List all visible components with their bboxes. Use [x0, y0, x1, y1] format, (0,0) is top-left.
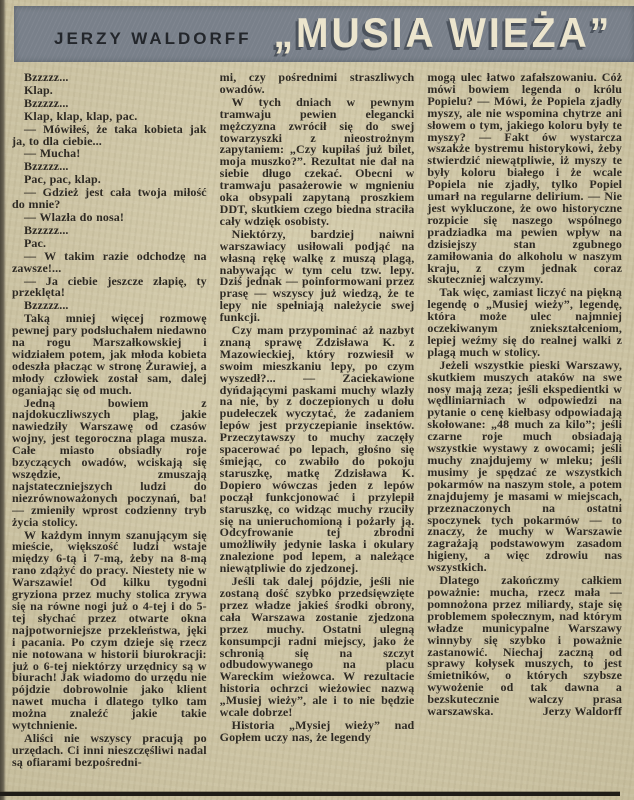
author-signature: Jerzy Waldorff [542, 704, 623, 719]
paragraph: — W takim razie odchodzę na zawsze!... [12, 248, 207, 275]
paragraph: Klap, klap, klap, pac. [24, 108, 138, 123]
paragraph: Czy mam przypominać aż nazbyt znaną sprawę Zdzisława K. z Mazowieckiej, który rozwiesił w swoim mieszkaniu lepy, po czym wyszedł?... — Zaciekawione dyńdającymi paskami muchy wlazły na nie, by z doczepionych u dołu pudełeczek wyczytać, że zadaniem lepów jest przyczepianie insektów. Przeczytawszy to muchy zaczęły spacerować po lepach, głośno się śmiejąc, co zwabiło do pokoju staruszkę, matkę Zdzisława K. Dopiero wówczas jeden z lepów począł funkcjonować i przylepił staruszkę, co widząc muchy rzuciły się na unieruchomioną i pożarły ją. Odcyfrowanie tej zbrodni umożliwiły jedynie laska i okulary znalezione pod lepem, a należące niewątpliwie do zjedzonej. [219, 323, 415, 576]
paragraph: Taką mniej więcej rozmowę pewnej pary podsłuchałem niedawno na rogu Marszałkowskiej i widziałem potem, jak młoda kobieta odeszła płacząc w stronę Żurawiej, a młody człowiek został sam, dalej oganiając się od much. [12, 311, 207, 397]
paragraph: Jeśli tak dalej pójdzie, jeśli nie zostaną dość szybko przedsięwzięte przez władze jakieś środki obrony, cała Warszawa zostanie zjedzona przez muchy. Ostatni ulegną konsumpcji radni miejscy, jako że schronią się na szczyt odbudowywanego na placu Wareckim wieżowca. W rezultacie historia ochrzci wieżowiec nazwą „Musiej wieży”, ale i to nie będzie wcale dobrze! [219, 574, 415, 720]
paragraph: — Wlazła do nosa! [24, 209, 124, 224]
paragraph: mi, czy pośrednimi straszliwych owadów. [219, 72, 415, 96]
article-column-1 [12, 72, 207, 788]
paragraph: Tak więc, zamiast liczyć na piękną legendę o „Musiej wieży”, legendę, która może ulec najmniej oczekiwanym zniekształceniom, lepiej weźmy się do realnej walki z plagą much w stolicy. [427, 285, 623, 359]
paragraph: Bzzzzz... [24, 72, 69, 84]
paragraph: Historia „Mysiej wieży” nad Gopłem uczy nas, że legendy [219, 717, 415, 744]
paragraph: Jedną bowiem z najdokuczliwszych plag, jakie nawiedziły Warszawę od czasów wojny, jest tegoroczna plaga musza. Całe miasto obsiadły roje bzyczących owadów, wciskają się wszędzie, zmuszają najstateczniejszych ludzi do niezrównoważonych poczynań, ba! — zmieniły wprost codzienny tryb życia stolicy. [12, 395, 207, 529]
article-title: „MUSIA WIEŻA” [273, 10, 613, 57]
article-body [12, 72, 622, 788]
paragraph: Bzzzzz... [24, 95, 69, 110]
paragraph: Bzzzzz... [24, 222, 69, 237]
paragraph: Aliści nie wszyscy pracują po urzędach. Ci inni nieszczęśliwi nadal są ofiarami bezpośredni- [12, 730, 207, 769]
bottom-rule [0, 792, 620, 796]
paragraph: Bzzzzz... [24, 298, 69, 313]
paragraph: — Mucha! [24, 146, 81, 161]
paragraph: Niektórzy, bardziej naiwni warszawiacy usiłowali podjąć na własną rękę walkę z muszą plagą, nabywając w tym celu tzw. lepy. Dziś jednak — poinformowani przez prasę — wszyscy już wiedzą, że te lepy nie spełniają należycie swej funkcji. [219, 226, 415, 325]
article-author: JERZY WALDORFF [54, 29, 252, 48]
paragraph: Pac. [24, 235, 47, 250]
paragraph: mogą ulec łatwo zafałszowaniu. Cóż mówi bowiem legenda o królu Popielu? — Mówi, że Popiela zjadły myszy, ale nie wspomina chytrze ani słowem o tym, jakiego koloru były te myszy? — Fakt ów wystarcza wszakże bystremu historykowi, żeby stwierdzić niewątpliwie, iż myszy te były koloru białego i że wcale Popiela nie zjadły, tylko Popiel umarł na regularne delirium. — Nie jest wykluczone, że owo historyczne rozpicie się naszego wspólnego pradziadka ma pewien wpływ na dzisiejszy stan zgubnego zamiłowania do alkoholu w naszym kraju, z czym jednak coraz skuteczniej walczymy. [427, 72, 623, 287]
article-column-2 [220, 72, 415, 788]
article-column-3 [427, 72, 622, 788]
paragraph: Pac, pac, klap. [24, 172, 101, 187]
paragraph: W tych dniach w pewnym tramwaju pewien elegancki mężczyzna zwrócił się do swej towarzyszki z nieostrożnym zapytaniem: „Czy kupiłaś już bilet, moja muszko?”. Rezultat nie dał na siebie długo czekać. Obecni w tramwaju pasażerowie w mgnieniu oka obsypali zapytaną proszkiem DDT, skutkiem czego biedna straciła cały wdzięk osobisty. [219, 94, 415, 228]
paragraph: — Ja ciebie jeszcze złapię, ty przeklęta! [12, 273, 207, 300]
scan-edge-left [0, 0, 6, 800]
paragraph: Dlatego zakończmy całkiem poważnie: mucha, rzecz mała — pomnożona przez miliardy, staje się problemem społecznym, nad którym władze municypalne Warszawy winnyby się szybko i poważnie zastanowić. Niechaj zaczną od sprawy kołysek muszych, to jest śmietników, o których szybsze wywożenie od tak dawna a bezskutecznie walczy prasa warszawska. Jerzy Waldorff [427, 573, 623, 719]
paragraph: W każdym innym szanującym się mieście, większość ludzi wstaje między 6-tą i 7-mą, żeby na 8-mą rano zdążyć do pracy. Niestety nie w Warszawie! Od kilku tygodni gryziona przez muchy stolica zrywa się na równe nogi już o 4-tej i do 5-tej słychać przez otwarte okna najpotworniejsze przekleństwa, jęki i pacania. Po czym dzieje się rzecz nie notowana w historii biurokracji: już o 6-tej niektórzy urzędnicy są w biurach! Jak wiadomo do urzędu nie pójdzie dobrowolnie jako klient nawet mucha i dlatego tylko tam można znaleźć jakie takie wytchnienie. [12, 527, 207, 733]
paragraph: — Mówiłeś, że taka kobieta jak ja, to dla ciebie... [12, 121, 207, 148]
paragraph: Bzzzzz... [24, 159, 69, 174]
paragraph: Klap. [24, 82, 53, 97]
paragraph: Jeżeli wszystkie pieski Warszawy, skutkiem muszych ataków na swe nosy mają zeza; jeśli ekspedientki w wędliniarniach w odpowiedzi na pytanie o cenę kiełbasy odpowiadają skołowane: „48 much za kilo”; jeśli czarne roje much obsiadają wszystkie wystawy z owocami; jeśli muchy znajdujemy w mleku; jeśli musimy je spędzać ze wszystkich pokarmów na naszym stole, a potem znajdujemy je masami w miejscach, przeznaczonych na ostatni spoczynek tych pokarmów — to znaczy, że muchy w Warszawie zagrażają podstawowym zasadom higieny, a więc zdrowiu nas wszystkich. [427, 357, 623, 575]
paragraph: — Gdzież jest cała twoja miłość do mnie? [12, 185, 207, 212]
article-masthead [14, 6, 634, 62]
